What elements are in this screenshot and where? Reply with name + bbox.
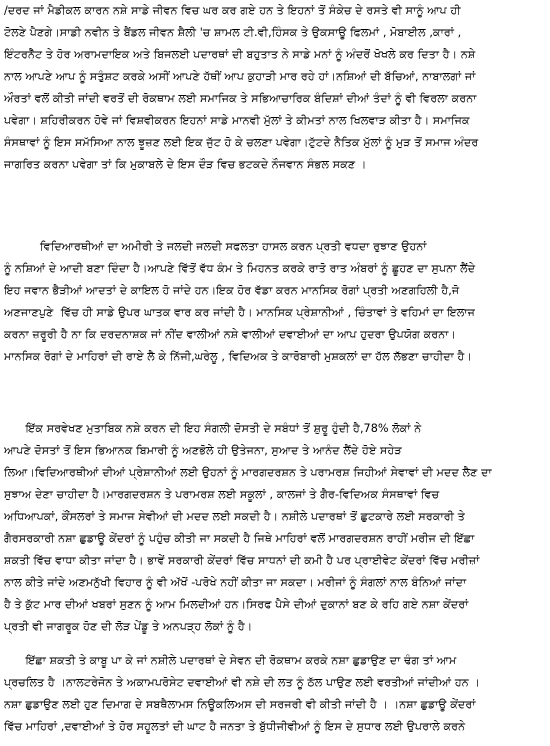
text-line: ਔਰਤਾਂ ਵਲੋਂ ਕੀਤੀ ਜਾਂਦੀ ਵਰਤੋਂ ਦੀ ਰੋਕਥਾਮ ਲਈ ਸਮਾਜਿਕ ਤੇ ਸਭਿਆਚਾਰਿਕ ਬੰਦਿਸ਼ਾਂ ਦੀਆਂ ਤੰਦਾਂ ਨੂੰ ਵੀ ਵਿਰਲਾ ਕਰਨਾ (4, 92, 477, 105)
paragraph-2 (4, 236, 544, 368)
text-line: ਵਿਦਿਆਰਥੀਆਂ ਦਾ ਅਮੀਰੀ ਤੇ ਜਲਦੀ ਜਲਦੀ ਸਫਲਤਾ ਹਾਸਲ ਕਰਨ ਪ੍ਰਤੀ ਵਧਦਾ ਰੁਝਾਣ ਉਹਨਾਂ (4, 240, 427, 253)
text-line: ਸੁਝਾਅ ਦੇਣਾ ਚਾਹੀਦਾ ਹੈ।ਮਾਰਗਦਰਸ਼ਨ ਤੇ ਪਰਾਮਰਸ਼ ਲਈ ਸਕੂਲਾਂ , ਕਾਲਜਾਂ ਤੇ ਗੈਰ-ਵਿਦਿਅਕ ਸੰਸਥਾਵਾਂ ਵਿਚ (4, 488, 440, 501)
text-line: ਇਹ ਜਵਾਨ ਭੈੜੀਆਂ ਆਦਤਾਂ ਦੇ ਕਾਇਲ ਹੋ ਜਾਂਦੇ ਹਨ।ਇਕ ਹੋਰ ਵੱਡਾ ਕਰਨ ਮਾਨਸਿਕ ਰੋਗਾਂ ਪ੍ਰਤੀ ਅਣਗਹਿਲੀ ਹੈ,ਜੋ (4, 284, 460, 297)
text-line: ਨੂੰ ਨਸ਼ਿਆਂ ਦੇ ਆਦੀ ਬਣਾ ਦਿੰਦਾ ਹੈ।ਆਪਣੇ ਵਿੱਤੋਂ ਵੱਧ ਕੰਮ ਤੇ ਮਿਹਨਤ ਕਰਕੇ ਰਾਤੋ ਰਾਤ ਅੰਬਰਾਂ ਨੂੰ ਛੂਹਣ ਦਾ ਸੁਪਨਾ ਲੈਂਦੇ (4, 262, 476, 275)
text-line: ਵਿੱਚ ਮਾਹਿਰਾਂ ,ਦਵਾਈਆਂ ਤੇ ਹੋਰ ਸਹੂਲਤਾਂ ਦੀ ਘਾਟ ਹੈ ਜਨਤਾ ਤੇ ਬੁੱਧੀਜੀਵੀਆਂ ਨੂੰ ਇਸ ਦੇ ਸੁਧਾਰ ਲਈ ਉਪਰਾਲੇ ਕਰਨੇ (4, 720, 466, 733)
text-line: ਲਿਆ।ਵਿਦਿਆਰਥੀਆਂ ਦੀਆਂ ਪ੍ਰੇਸ਼ਾਨੀਆਂ ਲਈ ਉਹਨਾਂ ਨੂੰ ਮਾਰਗਦਰਸ਼ਨ ਤੇ ਪਰਾਮਰਸ਼ ਜਿਹੀਆਂ ਸੇਵਾਵਾਂ ਦੀ ਮਦਦ ਲੈਣ ਦਾ (4, 466, 492, 479)
text-line: ਇੱਕ ਸਰਵੇਖਣ ਮੁਤਾਬਿਕ ਨਸ਼ੇ ਕਰਨ ਦੀ ਇਹ ਸੰਗਲੀ ਦੋਸਤੀ ਦੇ ਸਬੰਧਾਂ ਤੋਂ ਸ਼ੁਰੂ ਹੁੰਦੀ ਹੈ,78% ਲੋਕਾਂ ਨੇ (4, 422, 422, 435)
paragraph-1 (4, 0, 544, 176)
text-line: ਅਣਜਾਣਪੁਣੇ ਵਿੱਚ ਹੀ ਸਾਡੇ ਉਪਰ ਘਾਤਕ ਵਾਰ ਕਰ ਜਾਂਦੀ ਹੈ। ਮਾਨਸਿਕ ਪ੍ਰੇਸ਼ਾਨੀਆਂ , ਚਿੰਤਾਵਾਂ ਤੇ ਵਹਿਮਾਂ ਦਾ ਇਲਾਜ (4, 306, 476, 319)
text-line: ਟੋਲਣੇ ਪੈਣਗੇ।ਸਾਡੀ ਨਵੀਨ ਤੇ ਬੈਂਡਲ ਜੀਵਨ ਸ਼ੈਲੀ 'ਚ ਸ਼ਾਮਲ ਟੀ.ਵੀ,ਹਿੰਸਕ ਤੇ ਉਕਸਾਊ ਫਿਲਮਾਂ , ਮੋਬਾਈਲ ,ਕਾਰਾਂ , (4, 26, 462, 39)
paragraph-4 (4, 650, 544, 738)
text-line: /ਦਰਦ ਜਾਂ ਮੈਡੀਕਲ ਕਾਰਨ ਨਸ਼ੇ ਸਾਡੇ ਜੀਵਨ ਵਿਚ ਘਰ ਕਰ ਗਏ ਹਨ ਤੇ ਇਹਨਾਂ ਤੋਂ ਸੰਕੇਚ ਦੇ ਰਸਤੇ ਵੀ ਸਾਨੂੰ ਆਪ ਹੀ (4, 4, 461, 17)
text-line: ਜਾਗਰਿਤ ਕਰਨਾ ਪਵੇਗਾ ਤਾਂ ਕਿ ਮੁਕਾਬਲੇ ਦੇ ਇਸ ਦੌੜ ਵਿਚ ਭਟਕਦੇ ਨੌਜਵਾਨ ਸੰਭਲ ਸਕਣ । (4, 158, 367, 171)
text-line: ਅਧਿਆਪਕਾਂ, ਕੌਂਸਲਰਾਂ ਤੇ ਸਮਾਜ ਸੇਵੀਆਂ ਦੀ ਮਦਦ ਲਈ ਸਕਦੀ ਹੈ। ਨਸ਼ੀਲੇ ਪਦਾਰਥਾਂ ਤੋਂ ਛੁਟਕਾਰੇ ਲਈ ਸਰਕਾਰੀ ਤੇ (4, 510, 465, 523)
text-line: ਮਾਨਸਿਕ ਰੋਗਾਂ ਦੇ ਮਾਹਿਰਾਂ ਦੀ ਰਾਏ ਲੈ ਕੇ ਨਿੱਜੀ,ਘਰੇਲੂ , ਵਿਦਿਅਕ ਤੇ ਕਾਰੋਬਾਰੀ ਮੁਸ਼ਕਲਾਂ ਦਾ ਹੱਲ ਲੱਭਣਾ ਚਾਹੀਦਾ ਹੈ। (4, 350, 473, 363)
text-line: ਆਪਣੇ ਦੋਸਤਾਂ ਤੋਂ ਇਸ ਭਿਆਨਕ ਬਿਮਾਰੀ ਨੂੰ ਅਣਭੋਲੇ ਹੀ ਉਤੇਜਨਾ, ਸੁਆਦ ਤੇ ਆਨੰਦ ਲੈਂਦੇ ਹੋਏ ਸਹੇੜ (4, 444, 402, 457)
text-line: ਇੰਟਰਨੈੱਟ ਤੇ ਹੋਰ ਅਰਾਮਦਾਇਕ ਅਤੇ ਬਿਜਲਈ ਪਦਾਰਥਾਂ ਦੀ ਬਹੁਤਾਤ ਨੇ ਸਾਡੇ ਮਨਾਂ ਨੂੰ ਅੰਦਰੋਂ ਖੋਖਲੇ ਕਰ ਦਿਤਾ ਹੈ। ਨਸ਼ੇ (4, 48, 476, 61)
text-line: ਪ੍ਰਚਲਿਤ ਹੈ ।ਨਾਲਟਰੇਜੋਨ ਤੇ ਅਕਾਮਪਰੋਸੇਟ ਦਵਾਈਆਂ ਵੀ ਨਸ਼ੇ ਦੀ ਲਤ ਨੂੰ ਠੱਲ ਪਾਉਣ ਲਈ ਵਰਤੀਆਂ ਜਾਂਦੀਆਂ ਹਨ । (4, 676, 481, 689)
text-line: ਗੈਰਸਰਕਾਰੀ ਨਸ਼ਾ ਛੁਡਾਊ ਕੇਂਦਰਾਂ ਨੂੰ ਪਹੁੰਚ ਕੀਤੀ ਜਾ ਸਕਦੀ ਹੈ ਜਿਥੇ ਮਾਹਿਰਾਂ ਵਲੋਂ ਮਾਰਗਦਰਸ਼ਨ ਰਾਹੀਂ ਮਰੀਜ ਦੀ ਇੱਛਾ (4, 532, 475, 545)
paragraph-3 (4, 418, 544, 638)
text-line: ਹੈ ਤੇ ਕੁੱਟ ਮਾਰ ਦੀਆਂ ਖਬਰਾਂ ਸੁਣਨ ਨੂੰ ਆਮ ਮਿਲਦੀਆਂ ਹਨ।ਸਿਰਫ ਪੈਸੇ ਦੀਆਂ ਦੁਕਾਨਾਂ ਬਣ ਕੇ ਰਹਿ ਗਏ ਨਸ਼ਾ ਕੇਂਦਰਾਂ (4, 598, 469, 611)
text-line: ਕਰਨਾ ਜ਼ਰੂਰੀ ਹੈ ਨਾ ਕਿ ਦਰਦਨਾਸ਼ਕ ਜਾਂ ਨੀਂਦ ਵਾਲੀਆਂ ਨਸ਼ੇ ਵਾਲੀਆਂ ਦਵਾਈਆਂ ਦਾ ਆਪ ਹੁਦਰਾ ਉਪਯੋਗ ਕਰਨਾ। (4, 328, 457, 341)
text-line: ਸੰਸਥਾਵਾਂ ਨੂੰ ਇਸ ਸਮੱਸਿਆ ਨਾਲ ਝੂਜ਼ਣ ਲਈ ਇਕ ਜੁੱਟ ਹੋ ਕੇ ਚਲਣਾ ਪਵੇਗਾ।ਟੁੱਟਦੇ ਨੈਤਿਕ ਮੁੱਲਾਂ ਨੂੰ ਮੁੜ ਤੋਂ ਸਮਾਜ ਅੰਦਰ (4, 136, 479, 149)
text-line: ਇੱਛਾ ਸ਼ਕਤੀ ਤੇ ਕਾਬੂ ਪਾ ਕੇ ਜਾਂ ਨਸ਼ੀਲੇ ਪਦਾਰਥਾਂ ਦੇ ਸੇਵਨ ਦੀ ਰੋਕਥਾਮ ਕਰਕੇ ਨਸ਼ਾ ਛੁਡਾਉਣ ਦਾ ਢੰਗ ਤਾਂ ਆਮ (4, 654, 457, 667)
text-line: ਨਾਲ ਕੀਤੇ ਜਾਂਦੇ ਅਣਮਨੁੱਖੀ ਵਿਹਾਰ ਨੂੰ ਵੀ ਅੱਖੋਂ -ਪਰੋਖੇ ਨਹੀਂ ਕੀਤਾ ਜਾ ਸਕਦਾ। ਮਰੀਜਾਂ ਨੂੰ ਸੰਗਲਾਂ ਨਾਲ ਬੰਨਿਆਂ ਜਾਂਦਾ (4, 576, 467, 589)
text-line: ਸ਼ਕਤੀ ਵਿੱਚ ਵਾਧਾ ਕੀਤਾ ਜਾਂਦਾ ਹੈ। ਭਾਵੇਂ ਸਰਕਾਰੀ ਕੇਂਦਰਾਂ ਵਿੱਚ ਸਾਧਨਾਂ ਦੀ ਕਮੀ ਹੈ ਪਰ ਪ੍ਰਾਈਵੇਟ ਕੇਂਦਰਾਂ ਵਿੱਚ ਮਰੀਜ਼ਾਂ (4, 554, 480, 567)
text-line: ਪ੍ਰਤੀ ਵੀ ਜਾਗਰੂਕ ਹੋਣ ਦੀ ਲੋੜ ਪੇਂਡੂ ਤੇ ਅਨਪੜ੍ਹ ਲੋਕਾਂ ਨੂੰ ਹੈ। (4, 620, 253, 633)
text-line: ਪਵੇਗਾ। ਸ਼ਹਿਰੀਕਰਨ ਹੋਵੇ ਜਾਂ ਵਿਸ਼ਵੀਕਰਨ ਇਹਨਾਂ ਸਾਡੇ ਮਾਨਵੀ ਮੁੱਲਾਂ ਤੇ ਕੀਮਤਾਂ ਨਾਲ ਖਿਲਵਾੜ ਕੀਤਾ ਹੈ। ਸਮਾਜਿਕ (4, 114, 470, 127)
text-line: ਨਸ਼ਾ ਛੁਡਾਉਣ ਲਈ ਹੁਣ ਦਿਮਾਗ ਦੇ ਸਬਥੈਲਾਮਸ ਨਿਊਕਲਿਅਸ ਦੀ ਸਰਜਰੀ ਵੀ ਕੀਤੀ ਜਾਂਦੀ ਹੈ । ।ਨਸ਼ਾ ਛੁਡਾਊ ਕੇਂਦਰਾਂ (4, 698, 476, 711)
text-line: ਨਾਲ ਆਪਣੇ ਆਪ ਨੂੰ ਸਤੁੰਸ਼ਟ ਕਰਕੇ ਅਸੀਂ ਆਪਣੇ ਹੱਥੀਂ ਆਪ ਕੁਹਾੜੀ ਮਾਰ ਰਹੇ ਹਾਂ।ਨਸ਼ਿਆਂ ਦੀ ਬੱਚਿਆਂ, ਨਾਬਾਲਗਾਂ ਜਾਂ (4, 70, 476, 83)
